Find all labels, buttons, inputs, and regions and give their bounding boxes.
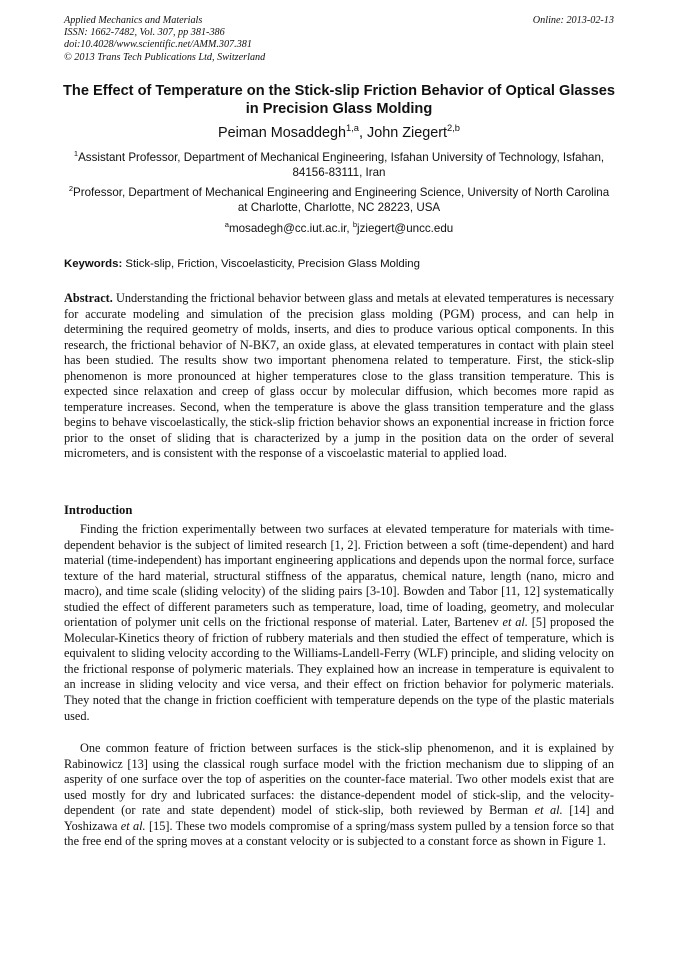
keywords-label: Keywords:: [64, 258, 123, 270]
affiliation-2-text: Professor, Department of Mechanical Engineering and Engineering Science, University of North Carolina at Charlotte, Charlotte, NC 28223, USA: [73, 186, 610, 214]
author-2-sup: 2,b: [447, 123, 460, 134]
email-line: [64, 221, 614, 236]
affiliation-1-text: Assistant Professor, Department of Mechanical Engineering, Isfahan University of Technology, Isfahan, 84156-83111, Iran: [78, 151, 605, 179]
author-separator: ,: [359, 125, 367, 141]
para-2-etal-2: et al.: [120, 818, 146, 833]
para-1-text-a: Finding the friction experimentally between two surfaces at elevated temperature for materials with time-dependent behavior is the subject of limited research [1, 2]. Friction between a soft (time-dependent) and hard material (time-independent) has important engineering applications and depends upon the normal force, surface texture of the hard material, structural stiffness of the apparatus, chemical nature, length (nano, micro and macro), and time scale (sliding velocity) of the sliding pairs [3-10]. Bowden and Tabor [11, 12] systematically studied the effect of different parameters such as temperature, load, time of loading, geometry, and molecular orientation of polymer unit cells on the frictional response of material. Later, Bartenev: [64, 522, 614, 630]
author-2-name: John Ziegert: [367, 125, 447, 141]
para-2-etal-1: et al.: [534, 803, 563, 818]
abstract-label: Abstract.: [64, 291, 113, 305]
journal-name: Applied Mechanics and Materials: [64, 15, 203, 26]
email-a: mosadegh@cc.iut.ac.ir,: [228, 222, 353, 235]
para-1-text-b: [5] proposed the Molecular-Kinetics theory of friction of rubbery materials and then studied the effect of temperature, which is equivalent to sliding velocity according to the Williams-Landell-Ferry (WLF) principle, and sliding velocity on the frictional response of polymeric materials. They explained how an increase in temperature is equivalent to an increase in sliding velocity and vice versa, and their effect on friction behavior for polymeric materials. They noted that the change in friction coefficient with temperature depends on the type of the plastic materials used.: [64, 615, 615, 723]
affiliation-2-sup: 2: [68, 184, 74, 194]
para-2-text-b: [14] and Yoshizawa: [64, 803, 615, 833]
email-a-sup: a: [224, 220, 229, 230]
abstract-text: Understanding the frictional behavior between glass and metals at elevated temperatures is necessary for accurate modeling and simulation of the precision glass molding (PGM) process, and can help in determining the required geometry of molds, inserts, and dies to produce various optical components. In this research, the frictional behavior of N-BK7, an oxide glass, at elevated temperatures in contact with plain steel has been studied. The results show two important phenomena related to temperature. First, the stick-slip phenomenon is more pronounced at higher temperatures close to the glass transition temperature. This is expected since relaxation and creep of glass occur by molecular diffusion, which becomes more rapid as temperature increases. Second, when the temperature is above the glass transition temperature and the glass begins to behave viscoelastically, the stick-slip friction behavior shows an exponential increase in friction force prior to the onset of sliding that is characterized by a jump in the position data on the order of several micrometers, and is consistent with the response of a viscoelastic material to applied load.: [64, 291, 614, 461]
author-1-name: Peiman Mosaddegh: [218, 125, 346, 141]
journal-copyright: © 2013 Trans Tech Publications Ltd, Switzerland: [64, 51, 266, 63]
affiliation-2: [64, 185, 614, 215]
journal-header: [64, 15, 265, 64]
keywords-text: Stick-slip, Friction, Viscoelasticity, Precision Glass Molding: [122, 258, 420, 270]
journal-doi: doi:10.4028/www.scientific.net/AMM.307.381: [64, 39, 252, 51]
paper-title: The Effect of Temperature on the Stick-slip Friction Behavior of Optical Glasses in Precision Glass Molding: [63, 83, 615, 117]
email-b: jziegert@uncc.edu: [357, 222, 454, 235]
keywords: [64, 257, 614, 272]
introduction-paragraph-2: [64, 741, 614, 850]
para-2-text-c: [15]. These two models compromise of a spring/mass system pulled by a tension force so that the free end of the spring moves at a constant velocity or is subjected to a constant force as shown in Figure 1.: [64, 818, 614, 849]
abstract: [64, 291, 614, 462]
introduction-paragraph-1: [64, 522, 614, 724]
author-line: [58, 124, 620, 142]
affiliation-1: [64, 150, 614, 180]
online-date: Online: 2013-02-13: [532, 15, 614, 26]
author-1-sup: 1,a: [346, 123, 359, 134]
affiliation-1-sup: 1: [73, 149, 79, 159]
para-1-etal: et al.: [502, 615, 528, 630]
introduction-heading: Introduction: [64, 503, 133, 517]
email-b-sup: b: [352, 220, 358, 230]
journal-issn: ISSN: 1662-7482, Vol. 307, pp 381-386: [64, 27, 225, 39]
para-2-text-a: One common feature of friction between surfaces is the stick-slip phenomenon, and it is explained by Rabinowicz [13] using the classical rough surface model with the friction mechanism due to slipping of an asperity of one surface over the top of asperities on the counter-face material. Two other models exist that are used mostly for dry and lubricated surfaces: the distance-dependent model of stick-slip, and the velocity-dependent (or rate and state dependent) model of stick-slip, both reviewed by Berman: [64, 741, 614, 818]
